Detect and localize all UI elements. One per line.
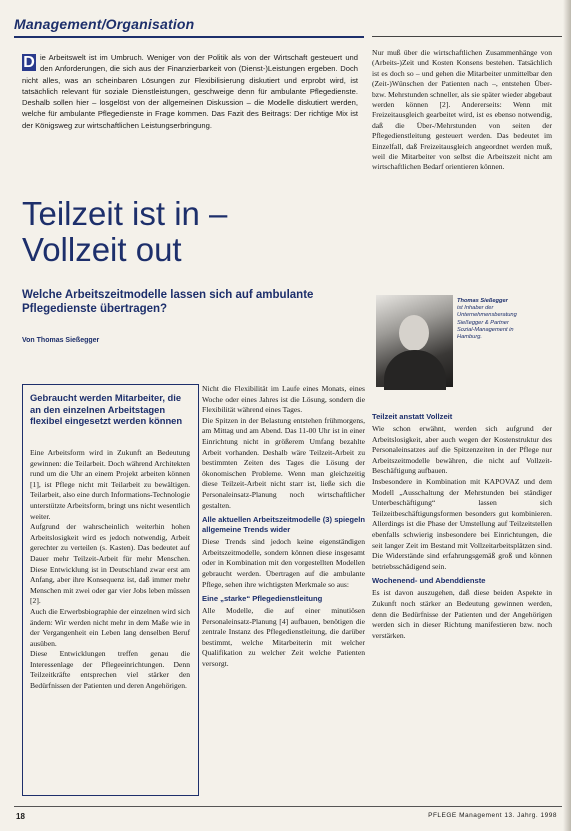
column-2-subheading: Alle aktuellen Arbeitszeitmodelle (3) spiegeln allgemeine Trends wider bbox=[202, 515, 365, 535]
page-number: 18 bbox=[16, 812, 25, 821]
caption-text: ist Inhaber der Unternehmensberatung Sießegger & Partner Sozial-Management in Hamburg. bbox=[457, 305, 517, 341]
drop-cap: D bbox=[23, 54, 35, 71]
author-byline: Von Thomas Sießegger bbox=[22, 337, 100, 344]
column-2 bbox=[202, 384, 365, 670]
column-3-paragraph: Wie schon erwähnt, werden sich aufgrund der Arbeitslosigkeit, aber auch wegen der Kostenstruktur des Personaleinsatzes auf die Spitzenzeiten in der Pflege nur Arbeitszeitmodelle bewähren, die nicht auf Vollzeit-Beschäftigung aufbauen. bbox=[372, 424, 552, 476]
article-headline bbox=[22, 196, 227, 268]
article-subheadline: Welche Arbeitszeitmodelle lassen sich auf ambulante Pflegedienste übertragen? bbox=[22, 289, 314, 315]
intro-paragraph bbox=[22, 52, 358, 131]
column-2-paragraph: Diese Trends sind jedoch keine eigenständigen Arbeitszeitmodelle, sondern können diese insgesamt oder in Kombination mit den vorgestellten Modellen gebraucht werden. Übertragen auf die ambulante Pflege, sehen ihre wichtigsten Merkmale so aus: bbox=[202, 537, 365, 589]
footer-rule bbox=[14, 806, 562, 807]
column-1-paragraph: Aufgrund der wahrscheinlich weiterhin hohen Arbeitslosigkeit wird es jedoch notwendig, Arbeit gerechter zu verteilen (s. Kasten). Das bedeutet auf Dauer mehr Teilzeit-Arbeit für mehr Menschen. Diese Entwicklung ist in Deutschland zwar erst am Anfang, aber ihre Konsequenz ist, daß immer mehr Menschen mit zwei oder gar vier Jobs leben müssen [2]. bbox=[30, 522, 190, 606]
right-column-top bbox=[372, 48, 552, 173]
page-binding-shadow bbox=[563, 0, 571, 831]
column-1-paragraph: Diese Entwicklungen treffen genau die Interessenlage der Pflegeeinrichtungen. Denn Teilzeitkräfte entsprechen viel stärker den Bedürfnissen der Patienten und deren Angehörigen. bbox=[30, 649, 190, 691]
right-column-paragraph: Nur muß über die wirtschaftlichen Zusammenhänge von (Arbeits-)Zeit und Kosten Konsens bestehen. Tatsächlich ist es doch so – und gehen die Mitarbeiter unmittelbar den (Zeit-)Wünschen der Patienten nach –, entstehen Über- bzw. Mehrstunden schneller, als sie später wieder abgebaut werden können [2]. Andererseits: Wenn mit Freizeitausgleich gearbeitet wird, ist es ebenso notwendig, daß die Über-/Mehrstunden von seiten der Pflegedienstleitung gesteuert werden. Das bedeutet im Einzelfall, daß Freizeitausgleich angeordnet werden muß, weil die Mitarbeiter von selbst die Arbeitszeit nicht am wirtschaftlichen Bedarf orientieren können. bbox=[372, 48, 552, 172]
column-2-paragraph: Nicht die Flexibilität im Laufe eines Monats, eines Woche oder eines Jahres ist die Lösung, sondern die Flexibilität während eines Tages. bbox=[202, 384, 365, 415]
highlight-box-title: Gebraucht werden Mitarbeiter, die an den einzelnen Arbeitstagen flexibel eingesetzt werden können bbox=[30, 392, 183, 426]
intro-text: ie Arbeitswelt ist im Umbruch. Weniger von der Politik als von der Wirtschaft gesteuert und den Anforderungen, die sich aus der Finanzierbarkeit von (Dienst-)Leistungen ergeben. Doch nicht alles, was an scheinbaren Lösungen zur Flexibilisierung diskutiert und erprobt wird, ist tatsächlich relevant für soziale Dienstleistungen, geschweige denn für ambulante Pflegedienste. Deshalb sollen hier – losgelöst von der allgemeinen Diskussion – die Modelle diskutiert werden, welche für ambulante Pflegedienste in Frage kommen. Das Fazit des Beitrags: Der richtige Mix ist der Königsweg zur wirtschaftlichen Leistungserbringung. bbox=[22, 53, 358, 130]
column-1-paragraph: Eine Arbeitsform wird in Zukunft an Bedeutung gewinnen: die Teilarbeit. Doch während Architekten rund um die Uhr an einem Projekt arbeiten können [1], ist Pflege nicht mit Teilarbeit zu bewältigen. Teilarbeit, also eine durch Informations-Technologie unterstützte Arbeitsform, bringt uns nicht wesentlich weiter. bbox=[30, 448, 190, 521]
column-3 bbox=[372, 408, 552, 641]
column-1-paragraph: Auch die Erwerbsbiographie der einzelnen wird sich ändern: Wir werden nicht mehr in dem Maße wie in der Vergangenheit ein Leben lang denselben Beruf ausüben. bbox=[30, 606, 190, 648]
photo-face bbox=[399, 315, 429, 351]
column-2-paragraph: Alle Modelle, die auf einer minutiösen Personaleinsatz-Planung [4] aufbauen, benötigen die zentrale Instanz des Pflegedienstleitung, die darüber bestimmt, welche Mitarbeiterin mit welcher Qualifikation zu welcher Zeit welche Patienten versorgt. bbox=[202, 606, 365, 669]
column-3-subheading: Teilzeit anstatt Vollzeit bbox=[372, 412, 453, 421]
column-2-subheading: Eine „starke“ Pflegedienstleitung bbox=[202, 594, 323, 604]
journal-footer: PFLEGE Management 13. Jahrg. 1998 bbox=[428, 812, 557, 819]
header-rule-right bbox=[372, 36, 562, 37]
headline-line-2: Vollzeit out bbox=[22, 231, 182, 268]
column-3-subheading: Wochenend- und Abenddienste bbox=[372, 576, 486, 586]
column-1 bbox=[30, 448, 190, 692]
column-3-paragraph: Es ist davon auszugehen, daß diese beiden Aspekte in Zukunft noch stärker an Bedeutung gewinnen werden, denn die Bedürfnisse der Patienten und der Angehörigen werden sich in dieser Richtung manifestieren bzw. noch verstärken. bbox=[372, 588, 552, 640]
author-photo bbox=[376, 295, 453, 387]
section-header: Management/Organisation bbox=[14, 16, 195, 32]
headline-line-1: Teilzeit ist in – bbox=[22, 195, 228, 232]
column-2-paragraph: Die Spitzen in der Belastung entstehen frühmorgens, am Mittag und am Abend. Das 11-00 Uhr ist in einer Einrichtung nicht in größerem Umfang bezahlte Arbeit vorhanden. Deshalb wäre Teilzeit-Arbeit zu bestimmten Zeiten des Tages die Lösung der ökonomischen Probleme. Wenn man gleichzeitig diese Teilzeit-Arbeit nicht starr ist, ließe sich die Personaleinsatz-Planung noch wirtschaftlicher gestalten. bbox=[202, 415, 365, 510]
column-3-paragraph: Insbesondere in Kombination mit KAPOVAZ und dem Modell „Ausschaltung der Mehrstunden bei ständiger Unterbeschäftigung“ lassen sich Teilzeitbeschäftigungsformen besonders gut kombinieren. Allerdings ist die Phase der Umstellung auf Teilzeitstellen ebenfalls schwierig insbesondere bei Einrichtungen, die seit langer Zeit im Bestand mit Vollzeitarbeitsplätzen sind. Die Widerstände sind erfahrungsgemäß groß und können betriebsschädigend sein. bbox=[372, 476, 552, 571]
header-rule bbox=[14, 36, 364, 38]
photo-caption bbox=[457, 298, 527, 341]
photo-shoulders bbox=[384, 350, 446, 390]
caption-name: Thomas Sießegger bbox=[457, 298, 508, 304]
